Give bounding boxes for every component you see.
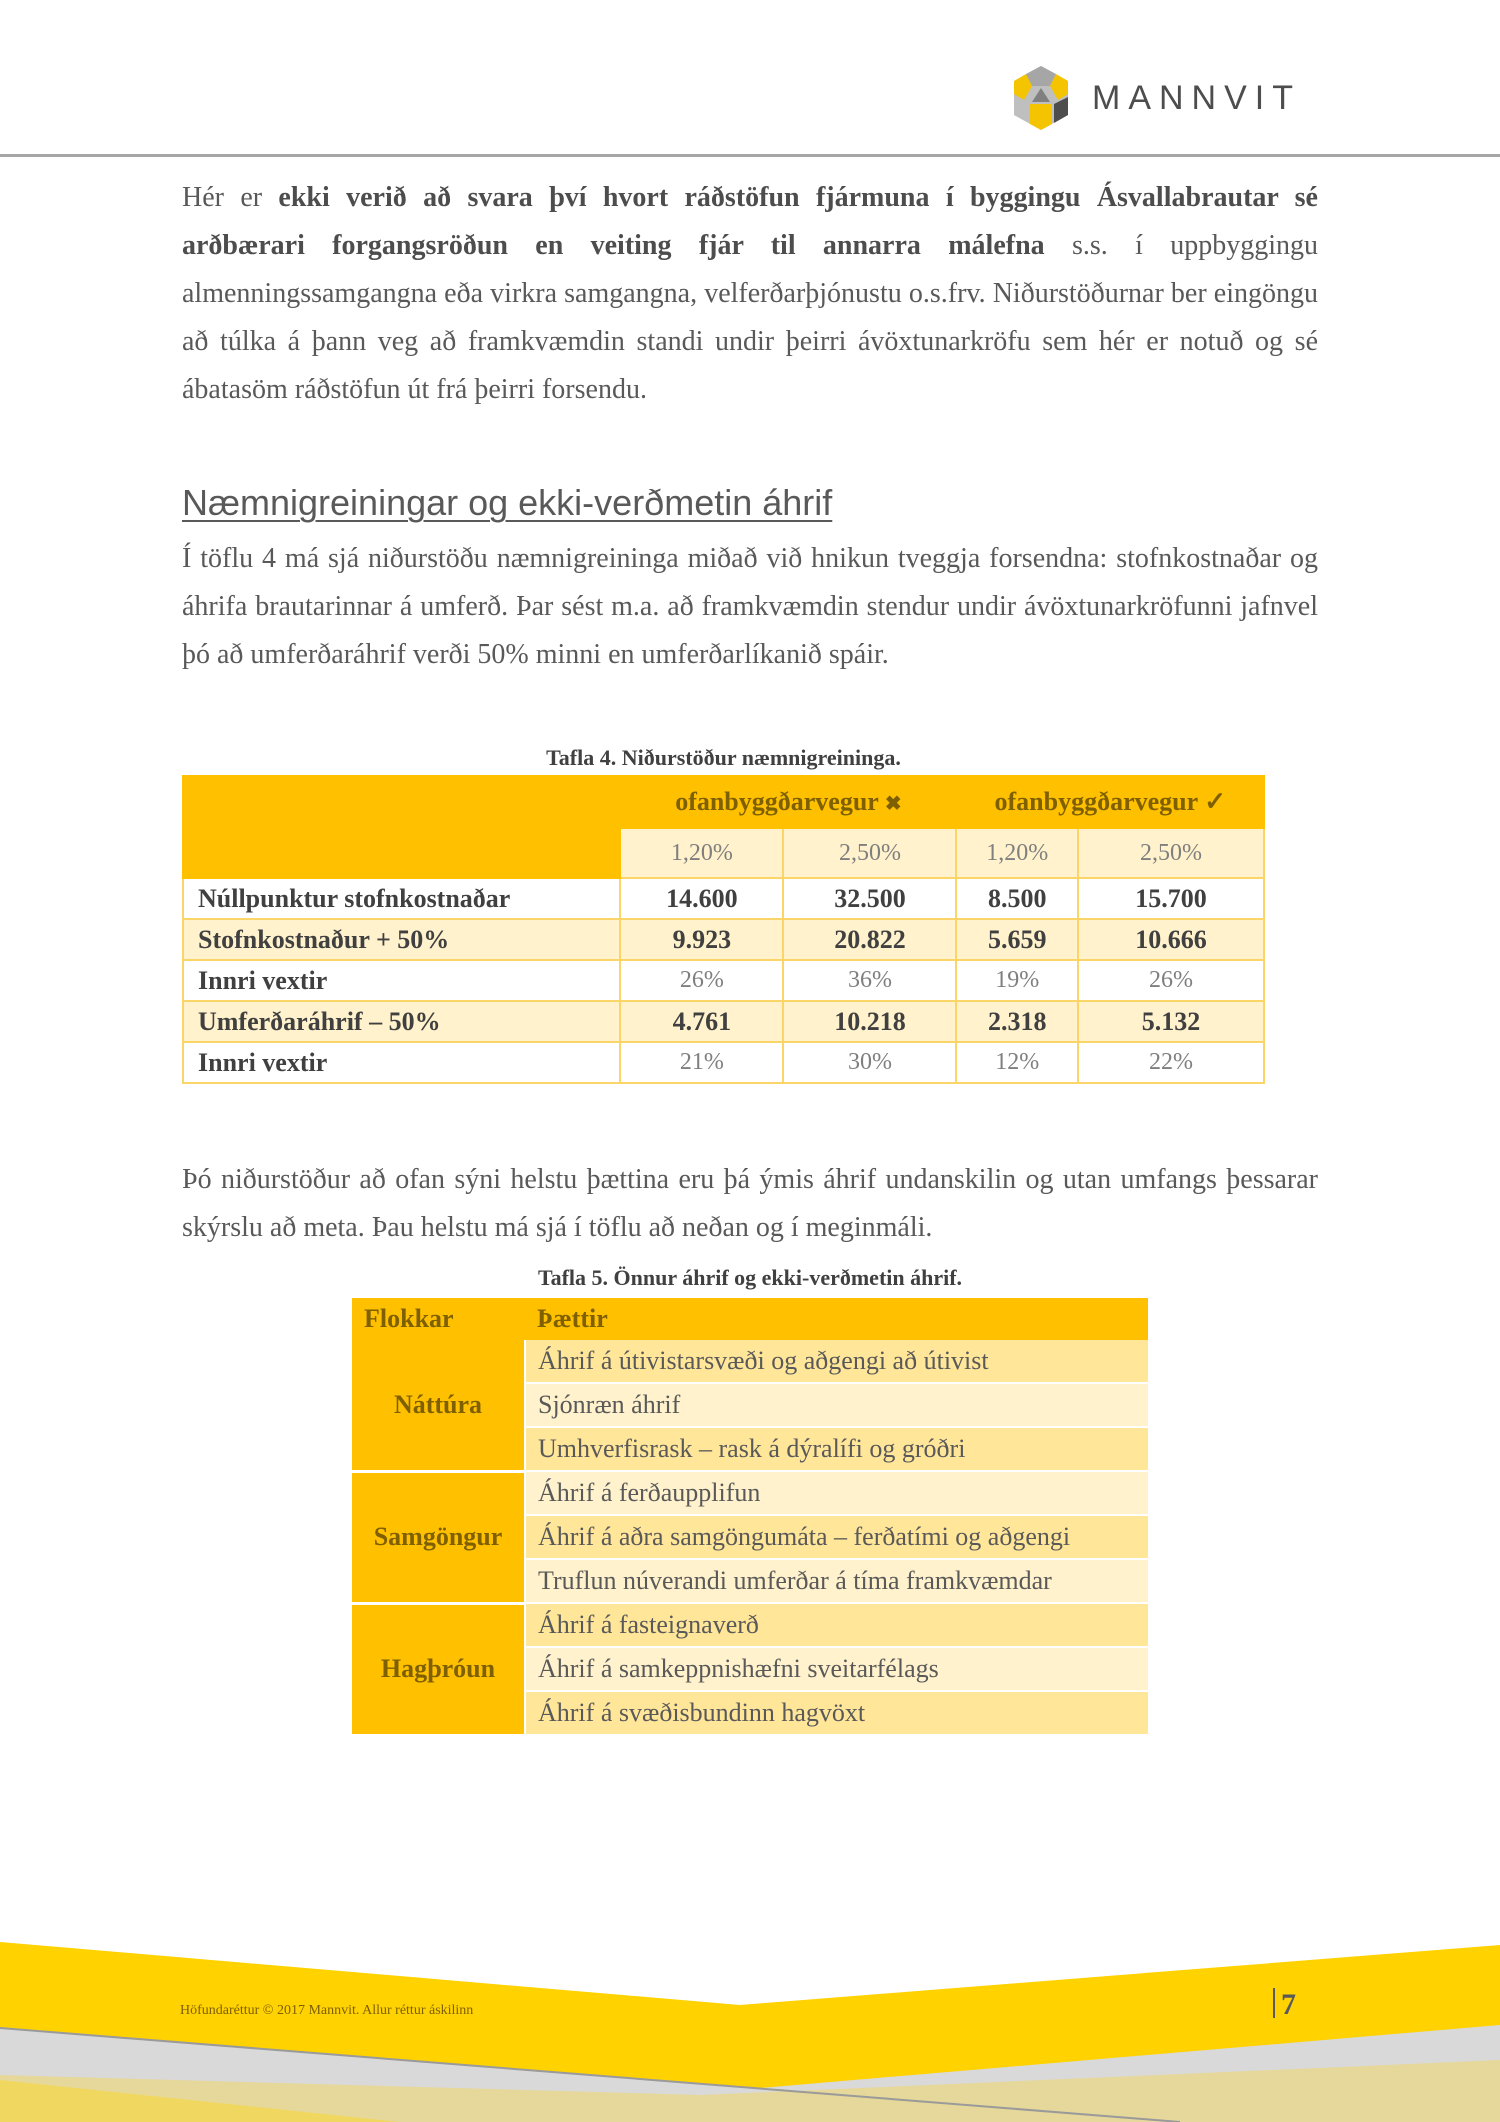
group-header-label: ofanbyggðarvegur [675,787,879,816]
cell: 36% [783,960,956,1001]
cell: 2.318 [956,1001,1077,1042]
item-cell: Áhrif á svæðisbundinn hagvöxt [525,1691,1148,1735]
cell: 9.923 [620,919,783,960]
item-cell: Umhverfisrask – rask á dýralífi og gróðri [525,1427,1148,1471]
rate-header: 1,20% [620,828,783,878]
table5-caption: Tafla 5. Önnur áhrif og ekki-verðmetin áhrif. [537,1265,963,1290]
mannvit-logo [1010,64,1301,132]
cell: 8.500 [956,878,1077,919]
page-number-divider [1273,1988,1275,2018]
category-cell: Náttúra [352,1340,525,1471]
table-row [183,1042,1264,1083]
table-row [183,919,1264,960]
intro-rest: s.s. í uppbyggingu almenningssamgangna eða virkra samgangna, velferðarþjónustu o.s.frv. Niðurstöðurnar ber eingöngu að túlka á þann veg að framkvæmdin standi undir þeirri ávöxtunarkröfu sem hér er notuð og sé ábatasöm ráðstöfun út frá þeirri forsendu. [182,230,1318,405]
intro-lead: Hér er [182,182,279,213]
intro-bold: ekki verið að svara því hvort ráðstöfun fjármuna í byggingu Ásvallabrautar sé arðbærari forgangsröðun en veiting fjár til annarra málefna [182,182,1318,261]
header-divider [0,154,1500,157]
table-row [183,878,1264,919]
sensitivity-table [182,775,1265,1084]
item-cell: Áhrif á útivistarsvæði og aðgengi að útivist [525,1340,1148,1383]
cell: 30% [783,1042,956,1083]
row-label: Innri vextir [183,960,620,1001]
table-row [352,1340,1148,1383]
rate-header: 2,50% [783,828,956,878]
table-row [183,1001,1264,1042]
row-label: Núllpunktur stofnkostnaðar [183,878,620,919]
item-cell: Áhrif á ferðaupplifun [525,1471,1148,1515]
cell: 5.132 [1078,1001,1264,1042]
footer-decoration [0,1930,1500,2122]
cell: 22% [1078,1042,1264,1083]
mannvit-hexagon-logo-icon [1010,64,1072,132]
row-label: Innri vextir [183,1042,620,1083]
page-number-value: 7 [1281,1988,1296,2021]
cell: 12% [956,1042,1077,1083]
cell: 5.659 [956,919,1077,960]
between-paragraph: Þó niðurstöður að ofan sýni helstu þættina eru þá ýmis áhrif undanskilin og utan umfangs þessarar skýrslu að meta. Þau helstu má sjá í töflu að neðan og í meginmáli. [182,1164,1318,1243]
column-header: Flokkar [352,1298,525,1340]
cell: 21% [620,1042,783,1083]
item-cell: Sjónræn áhrif [525,1383,1148,1427]
item-cell: Áhrif á fasteignaverð [525,1603,1148,1647]
category-cell: Hagþróun [352,1603,525,1735]
table4-group-header [956,776,1264,828]
rate-header: 1,20% [956,828,1077,878]
category-cell: Samgöngur [352,1471,525,1603]
page-number [1273,1988,1296,2022]
item-cell: Truflun núverandi umferðar á tíma framkvæmdar [525,1559,1148,1603]
check-icon: ✓ [1204,787,1226,816]
cell: 20.822 [783,919,956,960]
cell: 32.500 [783,878,956,919]
cell: 19% [956,960,1077,1001]
cell: 4.761 [620,1001,783,1042]
table-row [352,1471,1148,1515]
cell: 15.700 [1078,878,1264,919]
table-row [183,960,1264,1001]
copyright-text: Höfundaréttur © 2017 Mannvit. Allur réttur áskilinn [180,2003,474,2018]
row-label: Umferðaráhrif – 50% [183,1001,620,1042]
logo-text: MANNVIT [1092,78,1301,117]
cell: 10.666 [1078,919,1264,960]
rate-header: 2,50% [1078,828,1264,878]
item-cell: Áhrif á aðra samgöngumáta – ferðatími og aðgengi [525,1515,1148,1559]
other-impacts-table [352,1298,1148,1737]
row-label: Stofnkostnaður + 50% [183,919,620,960]
table4-corner [183,776,620,828]
table4-group-header [620,776,956,828]
section-paragraph: Í töflu 4 má sjá niðurstöðu næmnigreininga miðað við hnikun tveggja forsendna: stofnkostnaðar og áhrifa brautarinnar á umferð. Þar sést m.a. að framkvæmdin stendur undir ávöxtunarkröfunni jafnvel þó að umferðaráhrif verði 50% minni en umferðarlíkanið spáir. [182,543,1318,670]
group-header-label: ofanbyggðarvegur [994,787,1198,816]
section-heading: Næmnigreiningar og ekki-verðmetin áhrif [182,482,833,523]
cell: 14.600 [620,878,783,919]
intro-paragraph [182,174,1318,414]
cell: 10.218 [783,1001,956,1042]
table4-corner [183,828,620,878]
column-header: Þættir [525,1298,1148,1340]
item-cell: Áhrif á samkeppnishæfni sveitarfélags [525,1647,1148,1691]
cell: 26% [1078,960,1264,1001]
cross-icon: ✖ [884,793,902,815]
cell: 26% [620,960,783,1001]
table4-caption: Tafla 4. Niðurstöður næmnigreininga. [546,745,901,770]
table-row [352,1603,1148,1647]
